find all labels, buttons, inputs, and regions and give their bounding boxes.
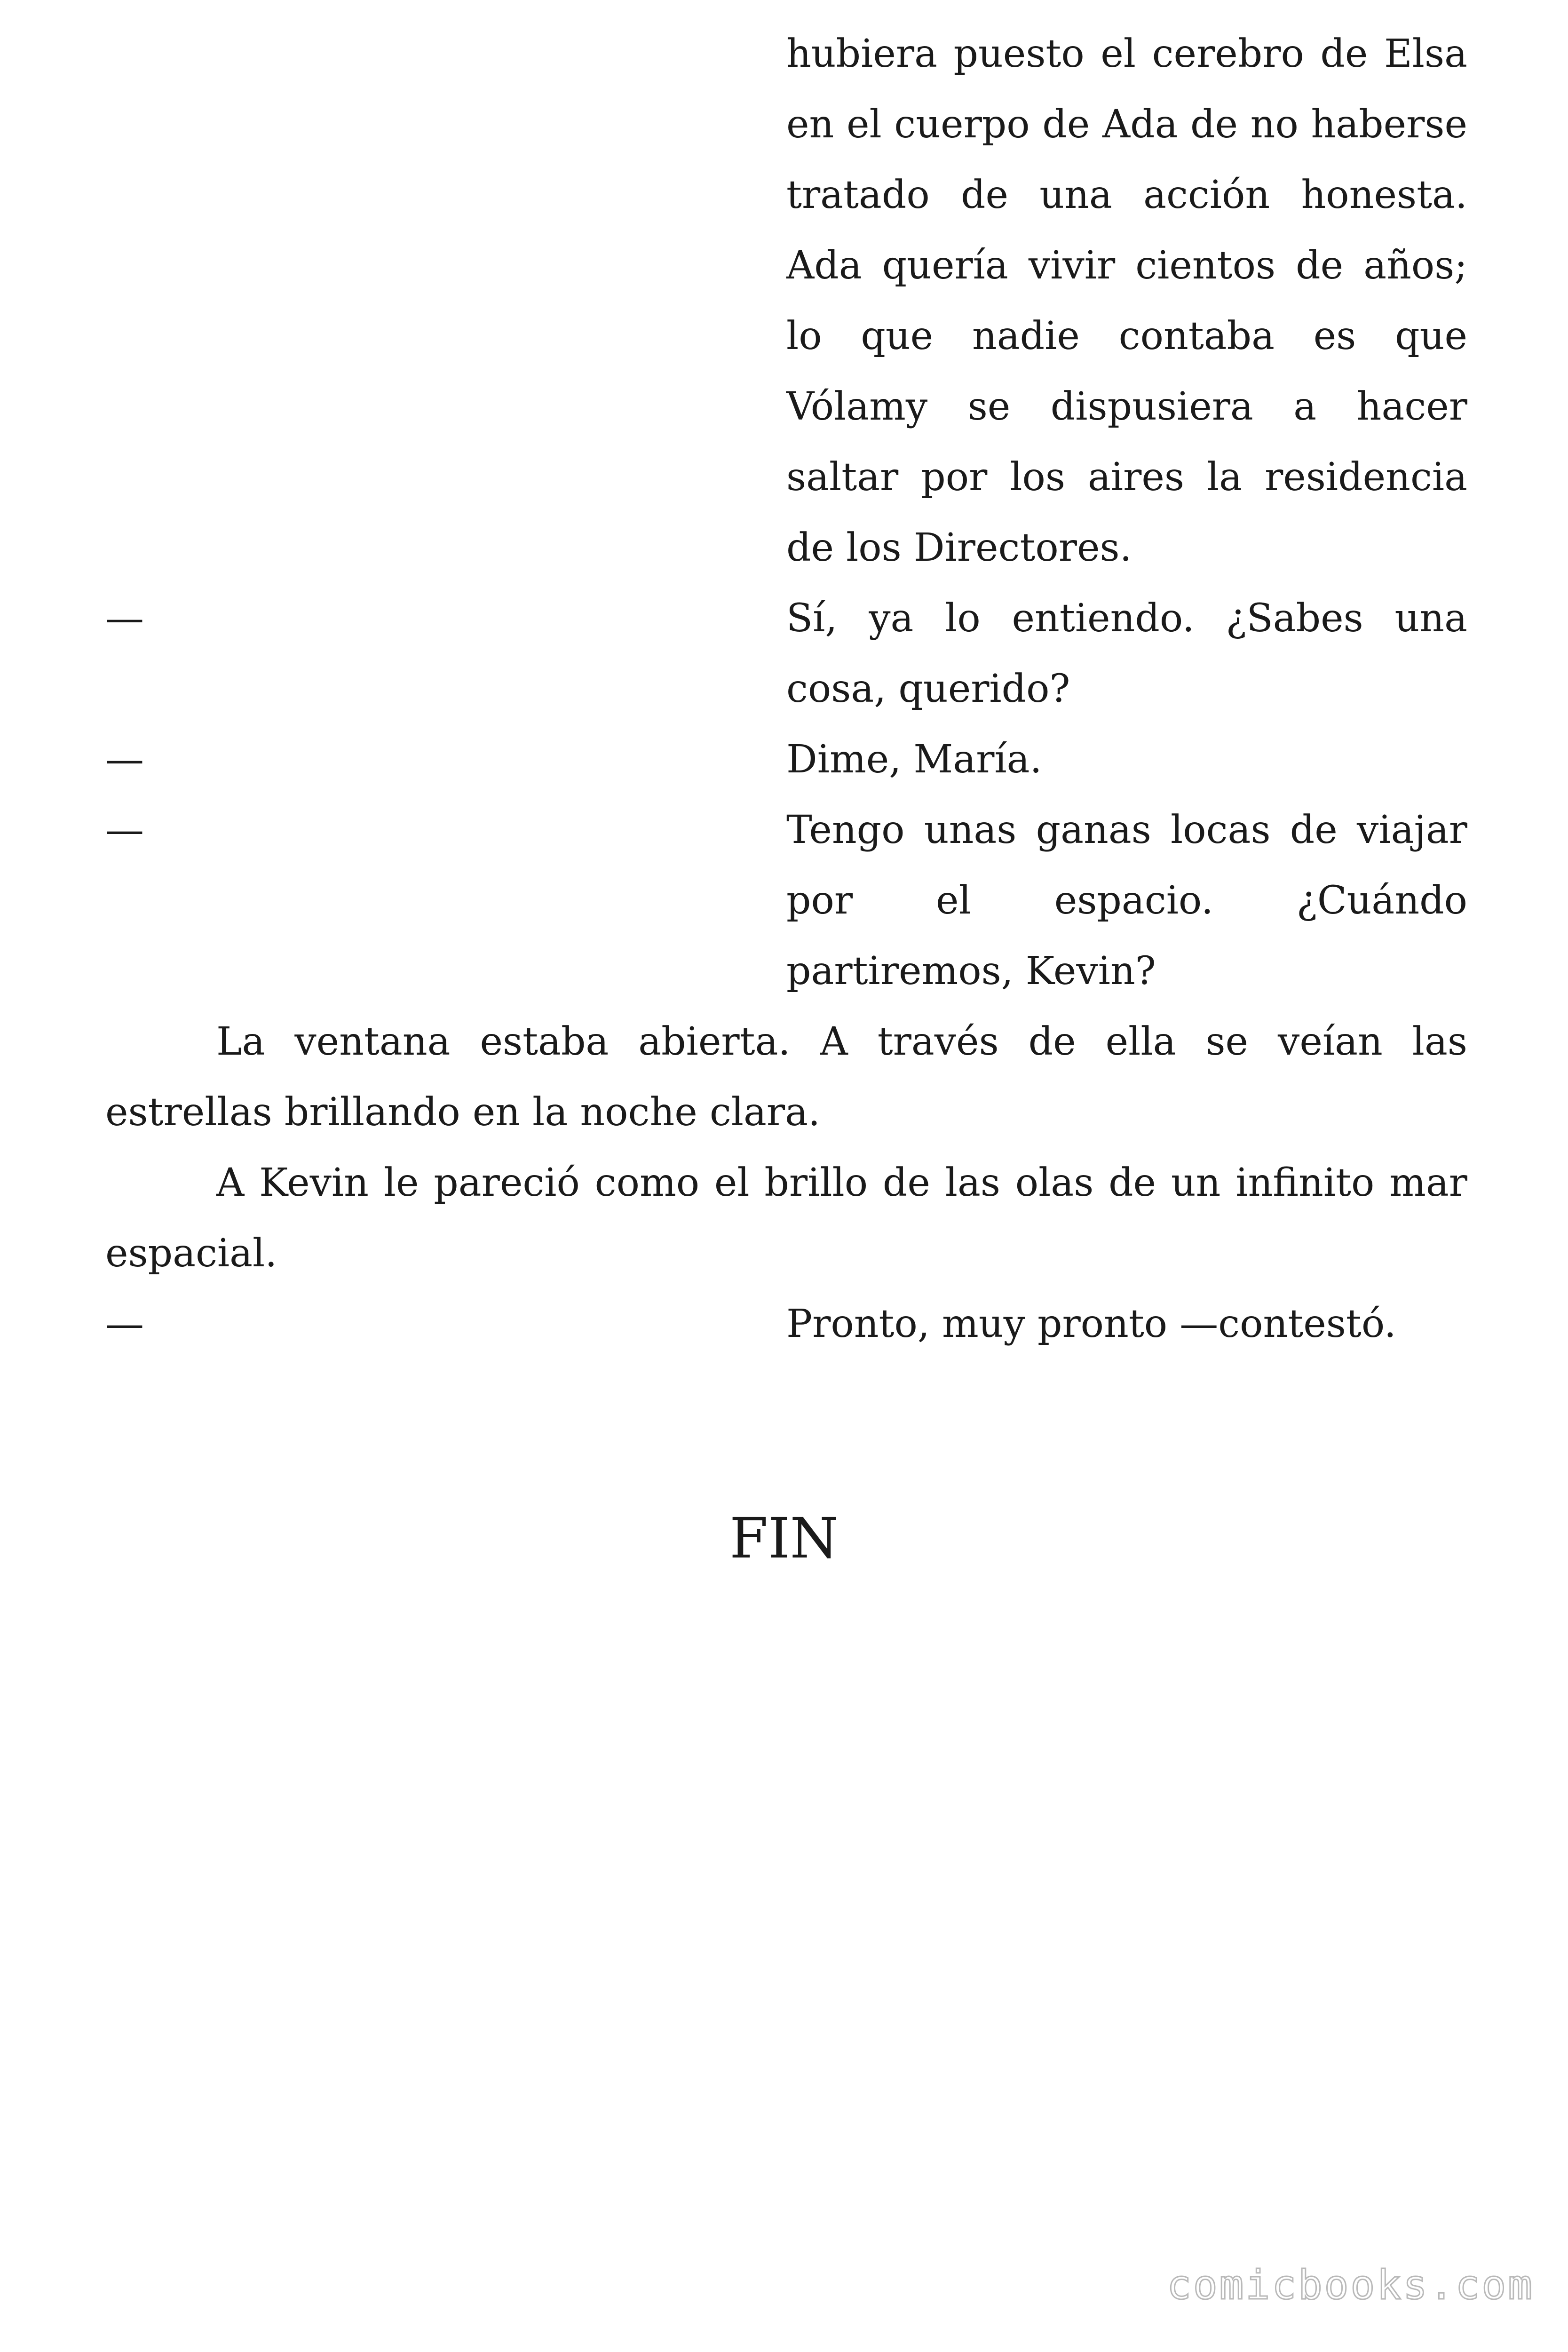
narrative-paragraph: A Kevin le pareció como el brillo de las olas de un infinito mar espacial. bbox=[105, 1160, 1467, 1276]
dialogue-continuation: hubiera puesto el cerebro de Elsa en el cuerpo de Ada de no haberse tratado de una acción honesta. Ada quería vivir cientos de años; lo que nadie contaba es que Vólamy se dispusiera a hacer saltar por los aires la residencia de los Directores. bbox=[786, 32, 1467, 570]
dialogue-dash: — bbox=[105, 1302, 144, 1346]
dialogue-dash: — bbox=[105, 808, 144, 852]
dialogue-line: Sí, ya lo entiendo. ¿Sabes una cosa, querido? bbox=[786, 596, 1467, 711]
dialogue-dash: — bbox=[105, 596, 144, 641]
dialogue-line: Tengo unas ganas locas de viajar por el espacio. ¿Cuándo partiremos, Kevin? bbox=[786, 808, 1467, 993]
watermark: comicbooks.com bbox=[1167, 2262, 1534, 2309]
dialogue-dash: — bbox=[105, 737, 144, 782]
narrative-paragraph: La ventana estaba abierta. A través de ella se veían las estrellas brillando en la noche clara. bbox=[105, 1019, 1467, 1135]
dialogue-line: Dime, María. bbox=[786, 737, 1042, 782]
dialogue-line: Pronto, muy pronto —contestó. bbox=[786, 1302, 1396, 1346]
ending-title: FIN bbox=[729, 1506, 839, 1571]
